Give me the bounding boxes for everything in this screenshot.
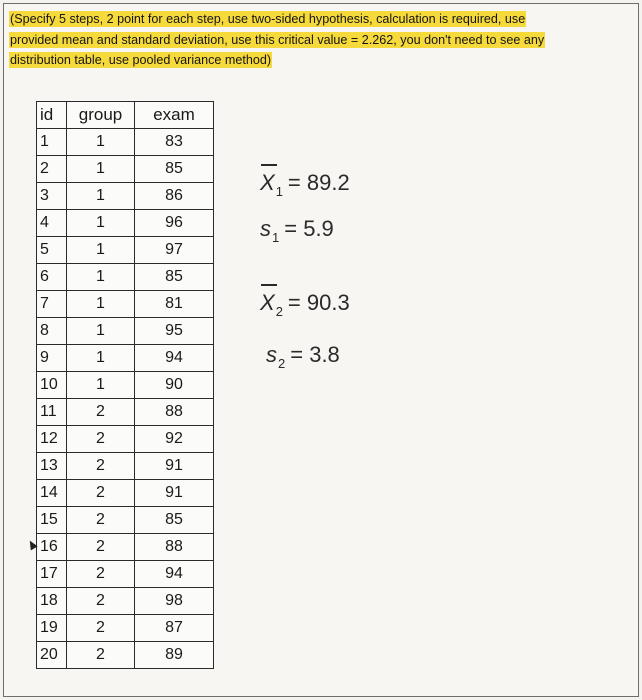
mean2-subscript: 2 [275, 304, 283, 319]
problem-instructions [9, 9, 609, 71]
cell-exam: 85 [135, 156, 214, 183]
table-row [37, 507, 214, 534]
cell-exam: 94 [135, 345, 214, 372]
sd2-value: 3.8 [309, 342, 340, 367]
cell-group: 2 [67, 561, 135, 588]
cell-id: 14 [37, 480, 67, 507]
mean2-value: 90.3 [306, 290, 350, 315]
instruction-line-3: distribution table, use pooled variance method) [10, 53, 272, 67]
mean-group-2: $X_2 = 90.3$ [260, 280, 350, 329]
cell-id: 9 [37, 345, 67, 372]
table-row [37, 264, 214, 291]
sd2-subscript: 2 [278, 356, 286, 371]
sd1-value: 5.9 [303, 216, 334, 241]
sd1-symbol: s [260, 216, 271, 241]
cell-exam: 89 [135, 642, 214, 669]
table-header-row [37, 102, 214, 129]
instruction-line-2: provided mean and standard deviation, use this critical value = 2.262, you don't need to see any [10, 32, 545, 47]
table-row [37, 426, 214, 453]
cell-exam: 88 [135, 534, 214, 561]
cell-exam: 90 [135, 372, 214, 399]
table-row [37, 210, 214, 237]
table-row [37, 561, 214, 588]
cell-id: 8 [37, 318, 67, 345]
cell-group: 2 [67, 615, 135, 642]
table-row [37, 399, 214, 426]
sd2-symbol: s [266, 342, 277, 367]
cell-id: 6 [37, 264, 67, 291]
cell-id: 15 [37, 507, 67, 534]
cell-exam: 94 [135, 561, 214, 588]
mean1-subscript: 1 [275, 184, 283, 199]
header-group: group [67, 102, 135, 129]
table-row [37, 588, 214, 615]
table-row [37, 237, 214, 264]
cell-exam: 96 [135, 210, 214, 237]
cell-group: 1 [67, 156, 135, 183]
cell-group: 1 [67, 318, 135, 345]
cell-id: 2 [37, 156, 67, 183]
cell-exam: 85 [135, 264, 214, 291]
cell-id: 13 [37, 453, 67, 480]
sd1-subscript: 1 [272, 230, 280, 245]
cell-id: 17 [37, 561, 67, 588]
cell-group: 1 [67, 129, 135, 156]
table-row [37, 129, 214, 156]
table-row [37, 372, 214, 399]
table-row [37, 453, 214, 480]
cell-id: 3 [37, 183, 67, 210]
cell-group: 2 [67, 534, 135, 561]
cell-exam: 98 [135, 588, 214, 615]
cell-exam: 95 [135, 318, 214, 345]
cell-id: 20 [37, 642, 67, 669]
cell-group: 2 [67, 426, 135, 453]
cell-exam: 91 [135, 480, 214, 507]
cell-exam: 87 [135, 615, 214, 642]
mean1-value: 89.2 [306, 170, 350, 195]
cell-id: 1 [37, 129, 67, 156]
cell-id: 4 [37, 210, 67, 237]
cell-id: 18 [37, 588, 67, 615]
mean2-symbol: X [260, 280, 275, 326]
cell-group: 1 [67, 210, 135, 237]
cell-exam: 81 [135, 291, 214, 318]
cell-id: 19 [37, 615, 67, 642]
mean-group-1: $X_1 = 89.2$ [260, 160, 350, 209]
cell-group: 2 [67, 480, 135, 507]
cell-group: 2 [67, 588, 135, 615]
cell-group: 1 [67, 183, 135, 210]
cell-id: 11 [37, 399, 67, 426]
cell-group: 1 [67, 345, 135, 372]
instruction-line-1: (Specify 5 steps, 2 point for each step, use two-sided hypothesis, calculation is required, use [10, 12, 526, 26]
sd-group-1: $s_1 = 5.9$ [260, 206, 334, 255]
cell-id: 10 [37, 372, 67, 399]
cell-id: 12 [37, 426, 67, 453]
header-exam: exam [135, 102, 214, 129]
cell-id: 5 [37, 237, 67, 264]
header-id: id [37, 102, 67, 129]
cell-exam: 97 [135, 237, 214, 264]
table-row [37, 291, 214, 318]
cell-group: 2 [67, 399, 135, 426]
sd-group-2: $s_2 = 3.8$ [266, 332, 340, 381]
cell-exam: 83 [135, 129, 214, 156]
table-row [37, 318, 214, 345]
cell-exam: 88 [135, 399, 214, 426]
table-row [37, 534, 214, 561]
cell-id: 7 [37, 291, 67, 318]
table-row [37, 183, 214, 210]
cell-group: 1 [67, 372, 135, 399]
cell-exam: 85 [135, 507, 214, 534]
table-row [37, 480, 214, 507]
cell-group: 1 [67, 291, 135, 318]
cell-group: 1 [67, 264, 135, 291]
cell-id: 16 [37, 534, 67, 561]
cell-group: 2 [67, 507, 135, 534]
table-body [37, 129, 214, 669]
table-row [37, 156, 214, 183]
exam-data-table [36, 101, 214, 669]
table-row [37, 345, 214, 372]
table-row [37, 642, 214, 669]
cell-exam: 92 [135, 426, 214, 453]
cell-exam: 91 [135, 453, 214, 480]
cell-group: 1 [67, 237, 135, 264]
cell-group: 2 [67, 642, 135, 669]
mean1-symbol: X [260, 160, 275, 206]
cell-exam: 86 [135, 183, 214, 210]
table-row [37, 615, 214, 642]
cell-group: 2 [67, 453, 135, 480]
